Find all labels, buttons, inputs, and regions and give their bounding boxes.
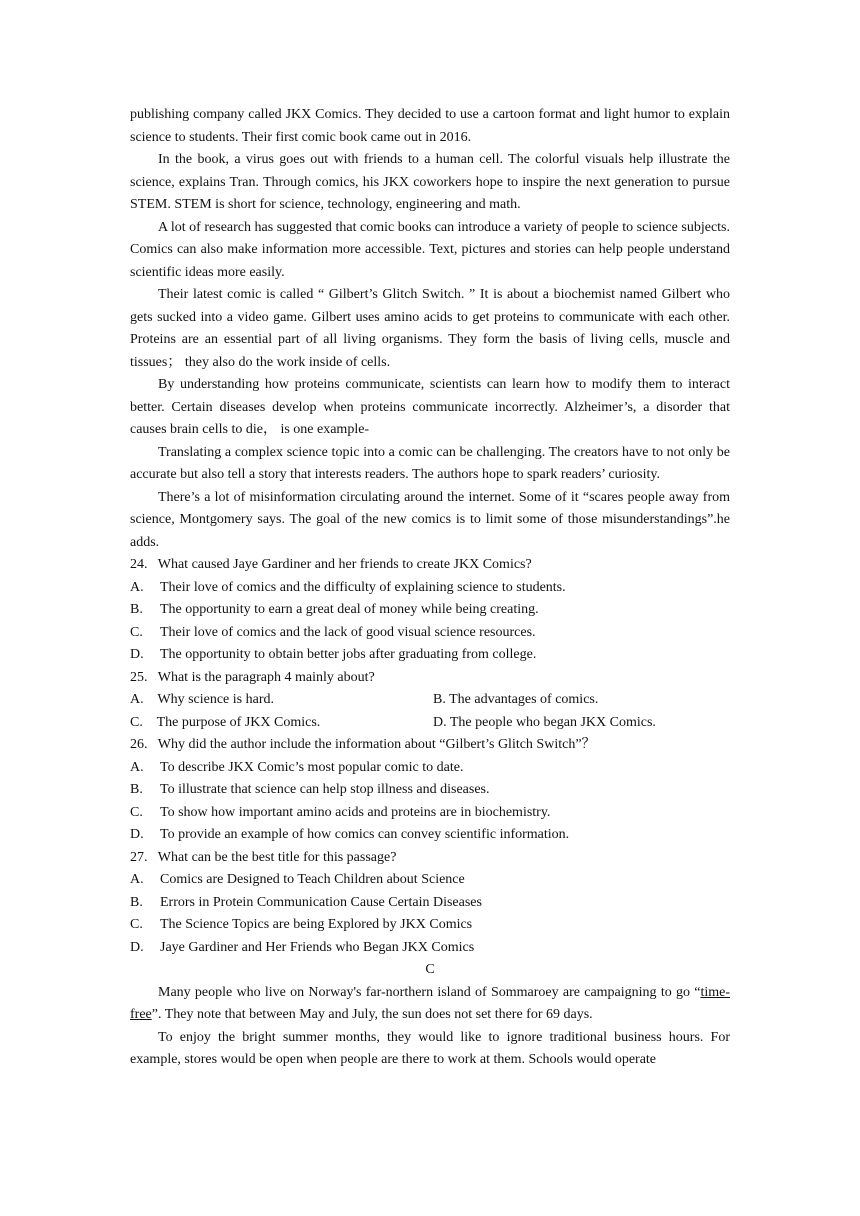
section-heading-c: C <box>425 962 435 977</box>
passage-paragraph-1: In the book, a virus goes out with friends to a human cell. The colorful visuals help illustrate the science, explains Tran. Through comics, his JKX coworkers hope to inspire the next generation to pursue STEM. STEM is short for science, technology, engineering and math. <box>130 152 730 212</box>
question-26-option-a: A. To describe JKX Comic’s most popular comic to date. <box>130 759 464 775</box>
question-25-stem: 25. What is the paragraph 4 mainly about? <box>130 669 375 685</box>
question-26-stem: 26. Why did the author include the information about “Gilbert’s Glitch Switch”？ <box>130 737 596 752</box>
section-c-paragraph-1: Many people who live on Norway's far-northern island of Sommaroey are campaigning to go “time-free”. They note that between May and July, the sun does not set there for 69 days. <box>130 984 730 1022</box>
question-27-stem: 27. What can be the best title for this passage? <box>130 849 397 865</box>
question-27-option-a: A. Comics are Designed to Teach Children about Science <box>130 872 465 887</box>
question-25-row-cd <box>130 712 730 735</box>
question-24-option-b: B. The opportunity to earn a great deal of money while being creating. <box>130 602 539 617</box>
section-c-paragraph-2: To enjoy the bright summer months, they would like to ignore traditional business hours. For example, stores would be open when people are there to work at them. Schools would operate <box>130 1029 730 1067</box>
question-26-option-c: C. To show how important amino acids and proteins are in biochemistry. <box>130 804 551 820</box>
question-24-option-a: A. Their love of comics and the difficulty of explaining science to students. <box>130 579 566 595</box>
question-26-option-d: D. To provide an example of how comics can convey scientific information. <box>130 827 570 842</box>
question-27-option-c: C. The Science Topics are being Explored by JKX Comics <box>130 917 473 932</box>
question-25-option-c: C. The purpose of JKX Comics. <box>130 714 321 730</box>
passage-paragraph-5: Translating a complex science topic into a comic can be challenging. The creators have to not only be accurate but also tell a story that interests readers. The authors hope to spark readers’ curiosity. <box>130 444 730 482</box>
question-27-option-d: D. Jaye Gardiner and Her Friends who Began JKX Comics <box>130 939 475 955</box>
passage-paragraph-6: There’s a lot of misinformation circulating around the internet. Some of it “scares people away from science, Montgomery says. The goal of the new comics is to limit some of those misunderstandings”.he adds. <box>130 489 730 550</box>
question-25-option-b: B. The advantages of comics. <box>433 692 599 707</box>
question-24-stem: 24. What caused Jaye Gardiner and her friends to create JKX Comics? <box>130 557 532 572</box>
underlined-term: time-free <box>130 984 730 1022</box>
question-25-row-ab <box>130 689 730 712</box>
question-27-option-b: B. Errors in Protein Communication Cause Certain Diseases <box>130 894 482 910</box>
passage-paragraph-0: publishing company called JKX Comics. They decided to use a cartoon format and light humor to explain science to students. Their first comic book came out in 2016. <box>130 107 730 145</box>
question-26-option-b: B. To illustrate that science can help stop illness and diseases. <box>130 782 490 797</box>
question-25-option-a: A. Why science is hard. <box>130 692 274 707</box>
passage-paragraph-3: Their latest comic is called “ Gilbert’s Glitch Switch. ” It is about a biochemist named Gilbert who gets sucked into a video game. Gilbert uses amino acids to get proteins to communicate with each other. Proteins are an essential part of all living organisms. They form the basis of living cells, muscle and tissues； they also do the work inside of cells. <box>130 287 730 370</box>
question-24-option-d: D. The opportunity to obtain better jobs after graduating from college. <box>130 647 537 662</box>
question-25-option-d: D. The people who began JKX Comics. <box>433 714 656 730</box>
question-24-option-c: C. Their love of comics and the lack of good visual science resources. <box>130 624 536 640</box>
document-page <box>130 104 730 1072</box>
passage-paragraph-2: A lot of research has suggested that comic books can introduce a variety of people to science subjects. Comics can also make information more accessible. Text, pictures and stories can help people understand scientific ideas more easily. <box>130 219 730 280</box>
passage-paragraph-4: By understanding how proteins communicate, scientists can learn how to modify them to interact better. Certain diseases develop when proteins communicate incorrectly. Alzheimer’s, a disorder that causes brain cells to die， is one example- <box>130 377 730 437</box>
